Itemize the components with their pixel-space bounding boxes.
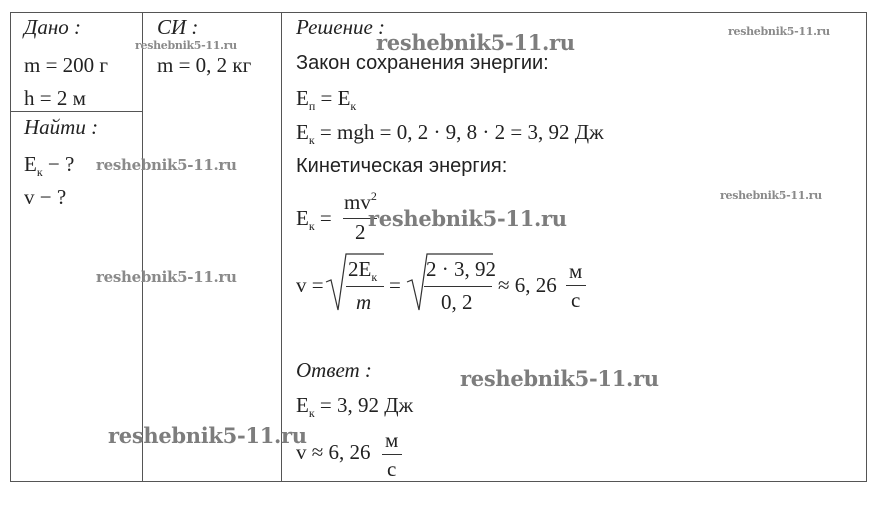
velocity-unit-numerator: м (569, 259, 583, 283)
watermark: reshebnik5-11.ru (96, 268, 237, 286)
answer-velocity-unit-numerator: м (385, 428, 399, 452)
find-heading: Найти : (24, 115, 99, 139)
velocity-result: ≈ 6, 26 (498, 273, 557, 297)
kinetic-energy-label: Кинетическая энергия: (296, 155, 508, 177)
watermark: reshebnik5-11.ru (96, 156, 237, 174)
velocity-radicand-1-denominator: m (356, 290, 372, 314)
column-divider-si (281, 12, 282, 482)
kinetic-energy-formula-numerator: $mv^2$ (344, 189, 377, 214)
answer-velocity: v ≈ 6, 26 (296, 440, 371, 464)
solution-heading: Решение : (296, 15, 386, 39)
answer-energy: $E_к = 3$, 92 Дж (296, 393, 414, 420)
si-mass: m = 0, 2 кг (157, 53, 252, 77)
velocity-equals: = (389, 273, 401, 297)
answer-velocity-unit-bar (382, 454, 402, 455)
kinetic-energy-formula-denominator: 2 (355, 220, 366, 244)
velocity-radicand-1-numerator: $2E_к$ (348, 257, 378, 284)
row-divider-find (10, 111, 142, 112)
velocity-radicand-2-denominator: 0, 2 (441, 290, 473, 314)
watermark: reshebnik5-11.ru (720, 189, 822, 202)
find-velocity: v − ? (24, 185, 67, 209)
energy-conservation-law: Закон сохранения энергии: (296, 52, 549, 74)
watermark: reshebnik5-11.ru (460, 366, 659, 391)
velocity-unit-bar (566, 285, 586, 286)
watermark: reshebnik5-11.ru (728, 25, 830, 38)
equation-potential-energy: $E_к$ = mgh = 0, 2 · 9, 8 · 2 = 3, 92 Дж (296, 120, 604, 147)
velocity-fraction-bar-2 (424, 286, 492, 287)
answer-velocity-unit-denominator: с (387, 457, 397, 481)
watermark: reshebnik5-11.ru (376, 30, 575, 55)
watermark: reshebnik5-11.ru (368, 206, 567, 231)
given-mass: m = 200 г (24, 53, 109, 77)
kinetic-energy-formula-lhs: $E_к$ = (296, 206, 332, 233)
si-heading: СИ : (157, 15, 199, 39)
velocity-unit-denominator: с (571, 288, 581, 312)
watermark: reshebnik5-11.ru (108, 423, 307, 448)
watermark: reshebnik5-11.ru (135, 39, 237, 52)
find-kinetic-energy: $E_к$ − ? (24, 152, 75, 179)
given-heading: Дано : (24, 15, 82, 39)
equation-energy-equality: $E_п = E_к$ (296, 86, 357, 113)
column-divider-given (142, 12, 143, 482)
solution-table-frame (10, 12, 867, 482)
answer-heading: Ответ : (296, 358, 372, 382)
given-height: h = 2 м (24, 86, 86, 110)
velocity-radicand-2-numerator: 2 · 3, 92 (426, 257, 496, 281)
velocity-formula-lhs: v = (296, 273, 324, 297)
velocity-fraction-bar-1 (346, 286, 384, 287)
